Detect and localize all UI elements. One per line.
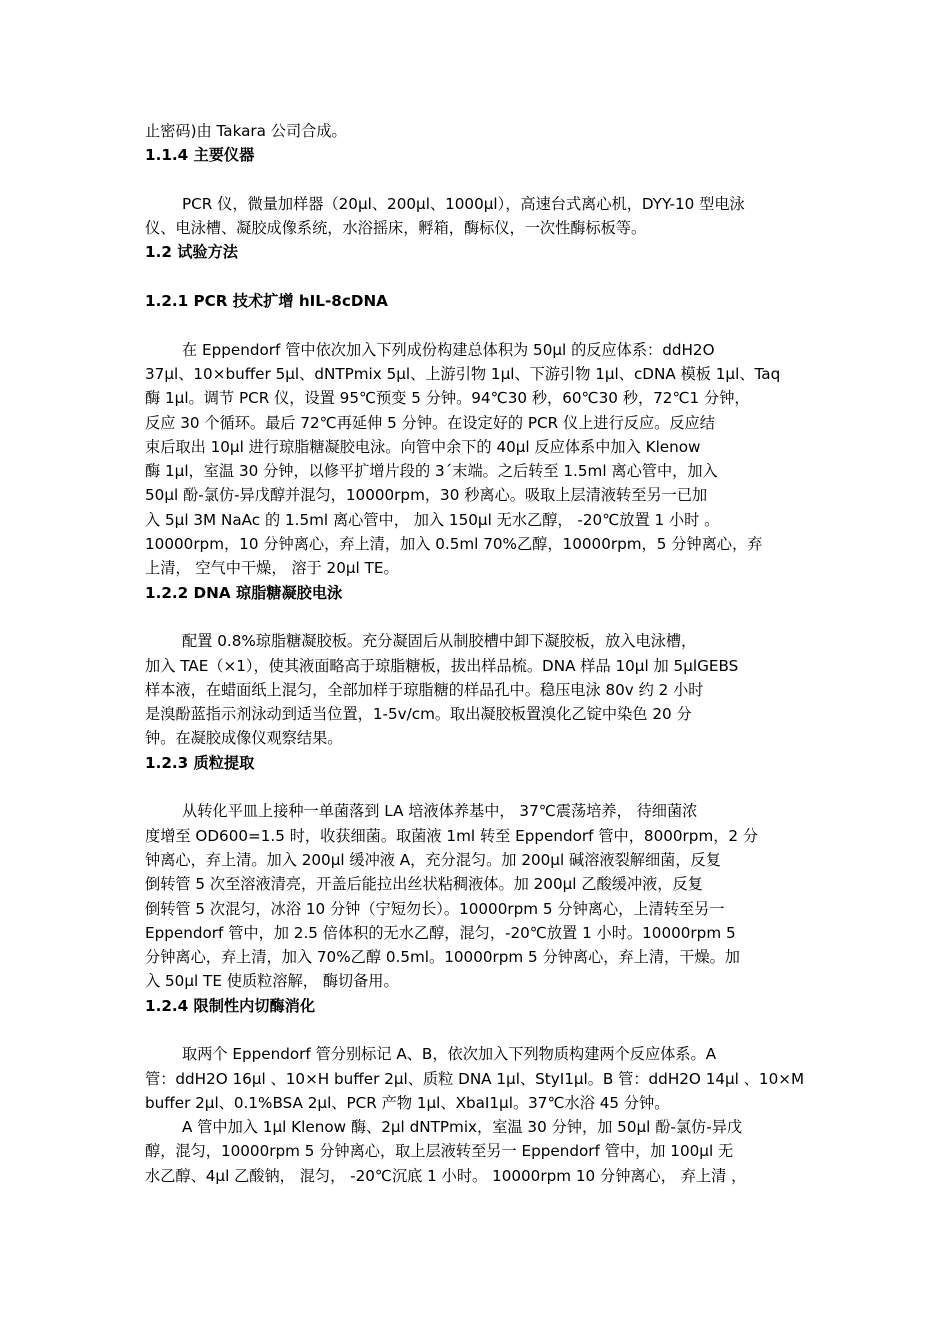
paragraph-line: 从转化平皿上接种一单菌落到 LA 培液体养基中， 37℃震荡培养， 待细菌浓 (182, 802, 698, 821)
document-page (145, 119, 815, 1188)
spacer (145, 605, 815, 629)
paragraph-line: 入 5μl 3M NaAc 的 1.5ml 离心管中， 加入 150μl 无水乙醇， -20℃放置 1 小时 。 (145, 510, 720, 529)
paragraph-line: 37μl、10×buffer 5μl、dNTPmix 5μl、上游引物 1μl、下游引物 1μl、cDNA 模板 1μl、Taq (145, 364, 781, 383)
intro-tail-line: 止密码)由 Takara 公司合成。 (145, 122, 347, 140)
paragraph-digestion (145, 1042, 815, 1115)
paragraph-line: 度增至 OD600=1.5 时，收获细菌。取菌液 1ml 转至 Eppendorf 管中，8000rpm，2 分 (145, 826, 759, 845)
spacer (145, 265, 815, 289)
paragraph-line: buffer 2μl、0.1%BSA 2μl、PCR 产物 1μl、XbaI1μl。37℃水浴 45 分钟。 (145, 1093, 670, 1112)
paragraph-line: 倒转管 5 次混匀，冰浴 10 分钟（宁短勿长）。10000rpm 5 分钟离心，上清转至另一 (145, 899, 725, 918)
paragraph-line: 仪、电泳槽、凝胶成像系统，水浴摇床，孵箱，酶标仪，一次性酶标板等。 (145, 219, 647, 238)
paragraph-line: 样本液，在蜡面纸上混匀，全部加样于琼脂糖的样品孔中。稳压电泳 80v 约 2 小时 (145, 680, 704, 699)
paragraph-electrophoresis (145, 629, 815, 750)
paragraph-pcr (145, 338, 815, 581)
paragraph-line: 配置 0.8%琼脂糖凝胶板。充分凝固后从制胶槽中卸下凝胶板，放入电泳槽， (182, 632, 697, 651)
paragraph-plasmid (145, 799, 815, 993)
paragraph-klenow (145, 1115, 815, 1188)
paragraph-line: 酶 1μl。调节 PCR 仪，设置 95℃预变 5 分钟。94℃30 秒，60℃30 秒，72℃1 分钟， (145, 389, 750, 408)
paragraph-line: 钟离心，弃上清。加入 200μl 缓冲液 A，充分混匀。加 200μl 碱溶液裂解细菌，反复 (145, 850, 721, 869)
paragraph-line: 反应 30 个循环。最后 72℃再延伸 5 分钟。在设定好的 PCR 仪上进行反应。反应结 (145, 413, 715, 432)
paragraph-line: 分钟离心，弃上清，加入 70%乙醇 0.5ml。10000rpm 5 分钟离心，弃上清，干燥。加 (145, 948, 740, 967)
paragraph-line: 10000rpm，10 分钟离心，弃上清，加入 0.5ml 70%乙醇，10000rpm，5 分钟离心，弃 (145, 535, 763, 554)
paragraph-line: Eppendorf 管中，加 2.5 倍体积的无水乙醇，混匀，-20℃放置 1 小时。10000rpm 5 (145, 923, 736, 942)
paragraph-line: 在 Eppendorf 管中依次加入下列成份构建总体积为 50μl 的反应体系：ddH2O (182, 340, 715, 359)
paragraph-line: 上清， 空气中干燥， 溶于 20μl TE。 (145, 559, 399, 578)
paragraph-line: 钟。在凝胶成像仪观察结果。 (145, 729, 343, 748)
spacer (145, 168, 815, 192)
paragraph-line: 水乙醇、4μl 乙酸钠， 混匀， -20℃沉底 1 小时。 10000rpm 10 分钟离心， 弃上清 ， (145, 1166, 747, 1185)
heading-1-2: 1.2 试验方法 (145, 243, 238, 262)
paragraph-line: 倒转管 5 次至溶液清亮，开盖后能拉出丝状粘稠液体。加 200μl 乙酸缓冲液，反复 (145, 875, 703, 894)
heading-1-2-1: 1.2.1 PCR 技术扩增 hIL-8cDNA (145, 292, 388, 311)
paragraph-line: 酶 1μl，室温 30 分钟，以修平扩增片段的 3´末端。之后转至 1.5ml 离心管中，加入 (145, 462, 718, 481)
paragraph-line: A 管中加入 1μl Klenow 酶、2μl dNTPmix，室温 30 分钟，加 50μl 酚-氯仿-异戊 (182, 1118, 743, 1137)
heading-1-2-2: 1.2.2 DNA 琼脂糖凝胶电泳 (145, 583, 343, 602)
heading-1-2-4: 1.2.4 限制性内切酶消化 (145, 996, 316, 1015)
paragraph-line: 取两个 Eppendorf 管分别标记 A、B，依次加入下列物质构建两个反应体系。A (182, 1045, 717, 1064)
paragraph-instruments (145, 192, 815, 241)
paragraph-line: 是溴酚蓝指示剂泳动到适当位置，1-5v/cm。取出凝胶板置溴化乙锭中染色 20 分 (145, 705, 692, 724)
paragraph-line: 醇，混匀，10000rpm 5 分钟离心，取上层液转至另一 Eppendorf 管中，加 100μl 无 (145, 1142, 734, 1161)
paragraph-line: 入 50μl TE 使质粒溶解， 酶切备用。 (145, 972, 399, 991)
paragraph-line: 束后取出 10μl 进行琼脂糖凝胶电泳。向管中余下的 40μl 反应体系中加入 Klenow (145, 437, 701, 456)
heading-1-1-4: 1.1.4 主要仪器 (145, 146, 255, 165)
paragraph-line: 加入 TAE（×1），使其液面略高于琼脂糖板，拔出样品梳。DNA 样品 10μl 加 5μlGEBS (145, 656, 739, 675)
spacer (145, 775, 815, 799)
paragraph-line: 50μl 酚-氯仿-异戊醇并混匀，10000rpm，30 秒离心。吸取上层清液转至另一已加 (145, 486, 708, 505)
spacer (145, 313, 815, 337)
paragraph-line: 管：ddH2O 16μl 、10×H buffer 2μl、质粒 DNA 1μl、StyI1μl。B 管：ddH2O 14μl 、10×M (145, 1069, 805, 1088)
spacer (145, 1018, 815, 1042)
paragraph-line: PCR 仪，微量加样器（20μl、200μl、1000μl），高速台式离心机，DYY-10 型电泳 (182, 194, 745, 213)
heading-1-2-3: 1.2.3 质粒提取 (145, 753, 255, 772)
